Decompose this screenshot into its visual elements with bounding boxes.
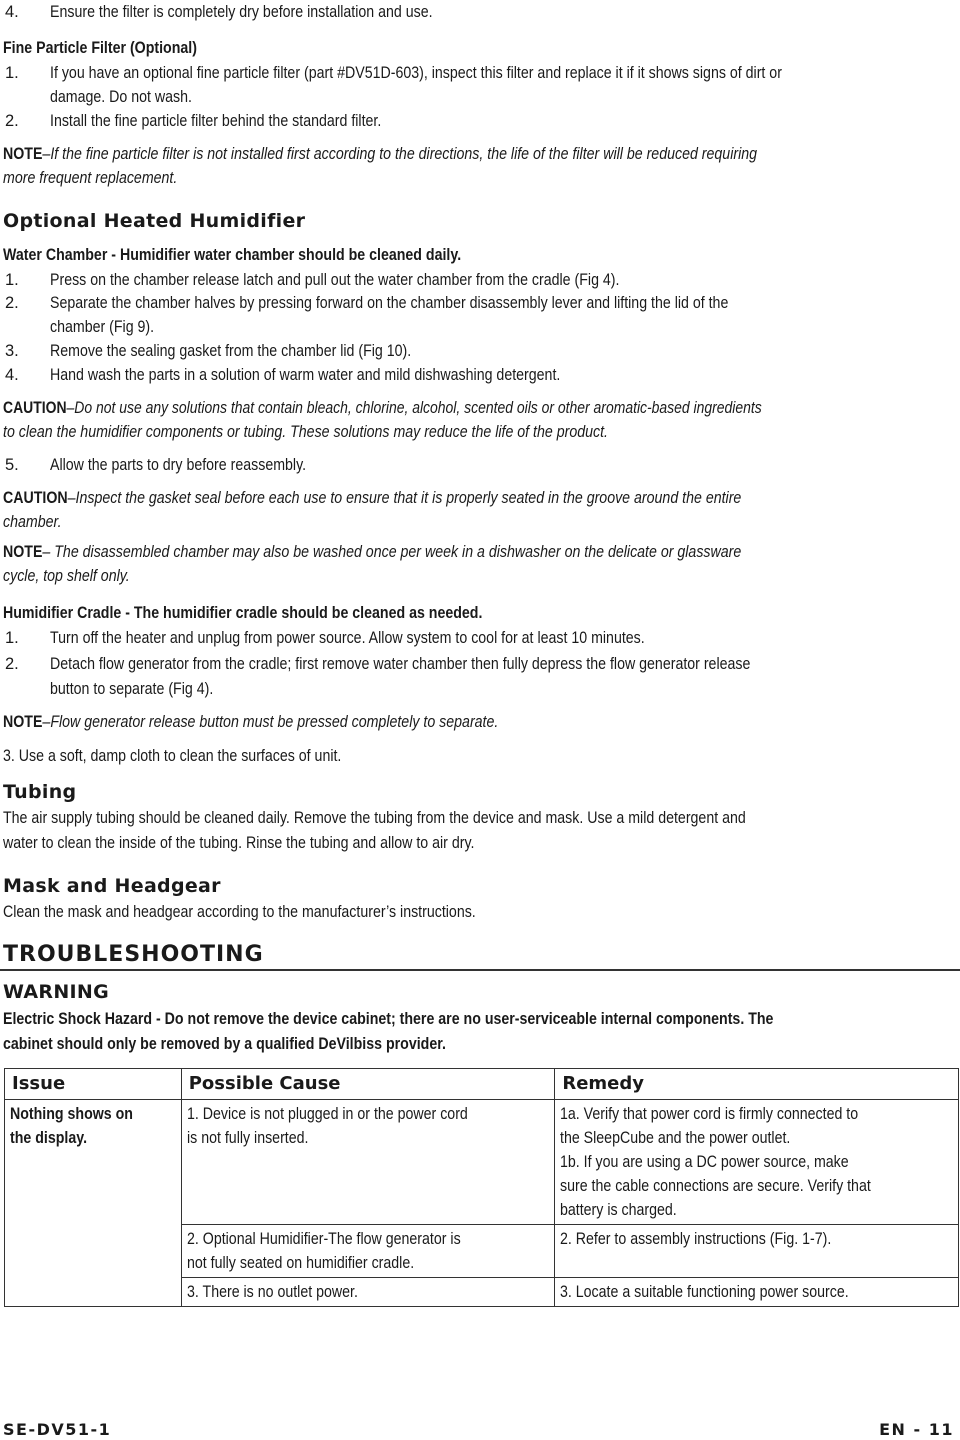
tubing-text: The air supply tubing should be cleaned daily. Remove the tubing from the device and mask. Use a mild detergent and (3, 809, 746, 827)
cause-cell (181, 1100, 555, 1225)
step-number: 1. (5, 64, 19, 82)
note-text: –If the fine particle filter is not installed first according to the directions, the life of the filter will be reduced requiring (42, 145, 758, 163)
troubleshooting-heading: TROUBLESHOOTING (3, 942, 264, 967)
step-number: 3. (5, 342, 19, 360)
caution-label: CAUTION (3, 489, 68, 507)
header-possible-cause: Possible Cause (181, 1069, 555, 1100)
step-number: 2. (5, 655, 19, 673)
remedy-cell (555, 1278, 959, 1307)
step-text: Turn off the heater and unplug from power source. Allow system to cool for at least 10 minutes. (50, 629, 645, 647)
tubing-text-continued: water to clean the inside of the tubing. Rinse the tubing and allow to air dry. (3, 834, 475, 852)
note-text-continued: more frequent replacement. (3, 169, 178, 187)
caution-text: –Do not use any solutions that contain bleach, chlorine, alcohol, scented oils or other aromatic-based ingredients (66, 399, 762, 417)
note-label: NOTE (3, 543, 43, 561)
step-text: Ensure the filter is completely dry before installation and use. (50, 3, 433, 21)
caution-solutions (3, 396, 762, 420)
issue-cell (5, 1100, 182, 1307)
step-text: Press on the chamber release latch and pull out the water chamber from the cradle (Fig 4). (50, 271, 620, 289)
note-label: NOTE (3, 713, 43, 731)
step-number: 4. (5, 366, 19, 384)
step-number: 1. (5, 271, 19, 289)
remedy-text: 3. Locate a suitable functioning power source. (560, 1283, 850, 1301)
cause-text: 1. Device is not plugged in or the power cord (186, 1105, 468, 1123)
remedy-text: 1a. Verify that power cord is firmly connected to (560, 1105, 859, 1123)
table-header-row (5, 1069, 959, 1100)
mask-heading: Mask and Headgear (3, 875, 221, 897)
cause-text: 3. There is no outlet power. (186, 1283, 358, 1301)
remedy-cell (555, 1225, 959, 1278)
footer-page-number: EN - 11 (879, 1420, 954, 1439)
step-number: 2. (5, 294, 19, 312)
step-text: Install the fine particle filter behind the standard filter. (50, 112, 382, 130)
step-text: Allow the parts to dry before reassembly. (50, 456, 307, 474)
caution-text-continued: chamber. (3, 513, 62, 531)
step-text: Detach flow generator from the cradle; first remove water chamber then fully depress the flow generator release (50, 655, 751, 673)
note-release-button (3, 710, 498, 734)
remedy-text: battery is charged. (560, 1201, 678, 1219)
remedy-text: sure the cable connections are secure. Verify that (560, 1177, 872, 1195)
caution-label: CAUTION (3, 399, 67, 417)
fine-filter-note (3, 142, 757, 166)
cause-text: is not fully inserted. (186, 1129, 309, 1147)
remedy-cell (555, 1100, 959, 1225)
step-text-continued: button to separate (Fig 4). (50, 680, 214, 698)
warning-heading: WARNING (3, 981, 110, 1003)
caution-text: –Inspect the gasket seal before each use to ensure that it is properly seated in the groove around the entire (67, 489, 742, 507)
cause-cell (181, 1278, 555, 1307)
cradle-heading: Humidifier Cradle - The humidifier cradle should be cleaned as needed. (3, 604, 483, 622)
step-number: 5. (5, 456, 19, 474)
step-text: Separate the chamber halves by pressing forward on the chamber disassembly lever and lifting the lid of the (50, 294, 729, 312)
header-issue: Issue (5, 1069, 182, 1100)
step-number: 4. (5, 3, 19, 21)
step-text: Hand wash the parts in a solution of warm water and mild dishwashing detergent. (50, 366, 561, 384)
issue-text: Nothing shows on (10, 1105, 133, 1123)
step-text: Remove the sealing gasket from the chamber lid (Fig 10). (50, 342, 412, 360)
table-row (5, 1100, 959, 1225)
remedy-text: 2. Refer to assembly instructions (Fig. 1-7). (560, 1230, 832, 1248)
cause-text: not fully seated on humidifier cradle. (186, 1254, 414, 1272)
issue-text: the display. (10, 1129, 88, 1147)
header-remedy: Remedy (555, 1069, 959, 1100)
note-dishwasher (3, 540, 741, 564)
step-text-continued: damage. Do not wash. (50, 88, 192, 106)
mask-text: Clean the mask and headgear according to the manufacturer’s instructions. (3, 903, 476, 921)
water-chamber-heading: Water Chamber - Humidifier water chamber should be cleaned daily. (3, 246, 462, 264)
troubleshooting-table (4, 1068, 959, 1307)
note-label: NOTE (3, 145, 43, 163)
tubing-heading: Tubing (3, 781, 77, 803)
warning-text: Electric Shock Hazard - Do not remove the device cabinet; there are no user-serviceable internal components. The (3, 1010, 774, 1028)
section-rule (0, 969, 960, 971)
step-number: 2. (5, 112, 19, 130)
caution-text-continued: to clean the humidifier components or tubing. These solutions may reduce the life of the product. (3, 423, 608, 441)
remedy-text: the SleepCube and the power outlet. (560, 1129, 791, 1147)
remedy-text: 1b. If you are using a DC power source, make (560, 1153, 850, 1171)
caution-gasket (3, 486, 741, 510)
cause-text: 2. Optional Humidifier-The flow generator is (186, 1230, 461, 1248)
cradle-step-3: 3. Use a soft, damp cloth to clean the surfaces of unit. (3, 747, 342, 765)
footer-document-code: SE-DV51-1 (3, 1420, 112, 1439)
note-text-continued: cycle, top shelf only. (3, 567, 130, 585)
note-text: – The disassembled chamber may also be washed once per week in a dishwasher on the delicate or glassware (42, 543, 742, 561)
step-text-continued: chamber (Fig 9). (50, 318, 155, 336)
humidifier-heading: Optional Heated Humidifier (3, 210, 306, 232)
step-text: If you have an optional fine particle filter (part #DV51D-603), inspect this filter and replace it if it shows signs of dirt or (50, 64, 782, 82)
note-text: –Flow generator release button must be pressed completely to separate. (42, 713, 499, 731)
cause-cell (181, 1225, 555, 1278)
fine-filter-heading: Fine Particle Filter (Optional) (3, 39, 197, 57)
step-number: 1. (5, 629, 19, 647)
warning-text-continued: cabinet should only be removed by a qualified DeVilbiss provider. (3, 1035, 446, 1053)
